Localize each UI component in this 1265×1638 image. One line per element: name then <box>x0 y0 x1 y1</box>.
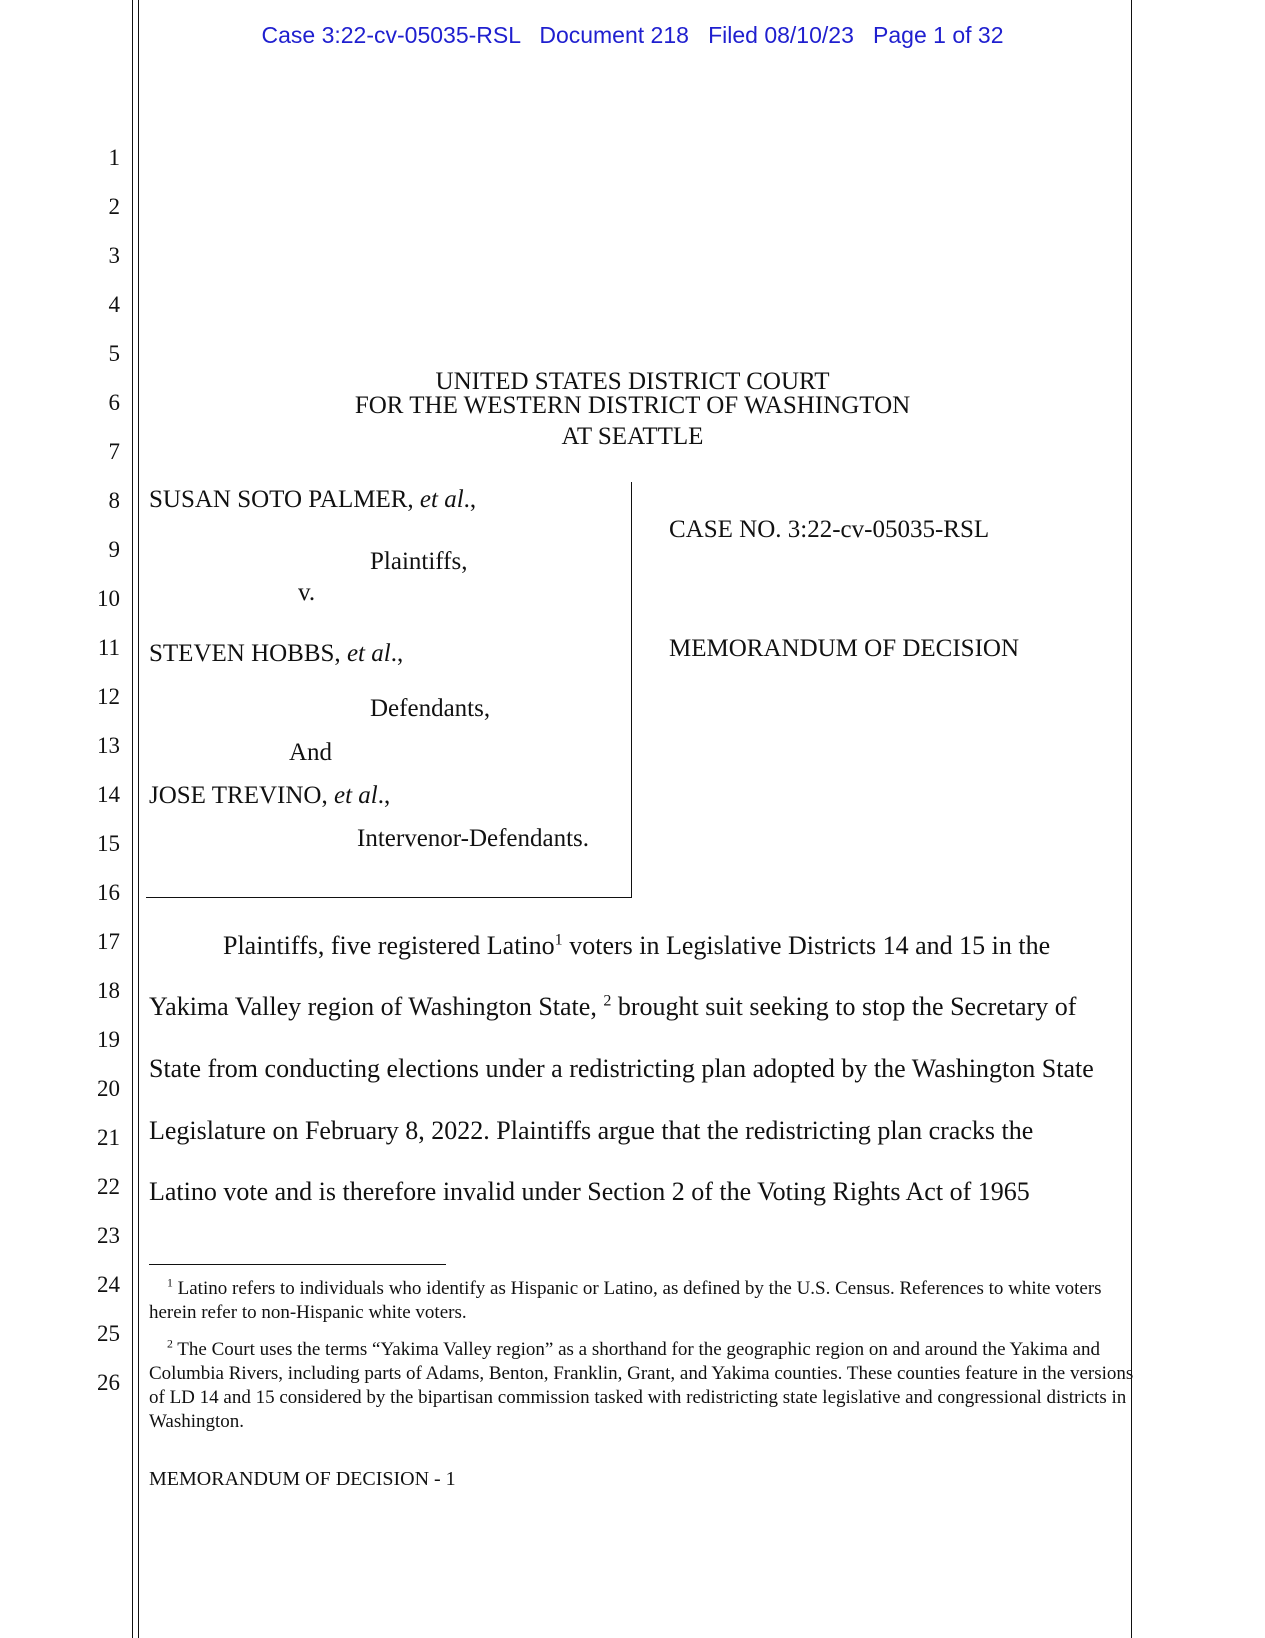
line-number: 26 <box>97 1370 120 1395</box>
intervenor-name: JOSE TREVINO, et al., <box>149 782 391 809</box>
header-filed: Filed 08/10/23 <box>708 22 854 48</box>
court-location: AT SEATTLE <box>561 423 704 450</box>
line-number: 3 <box>108 243 120 268</box>
ecf-header <box>0 22 1265 49</box>
line-number: 10 <box>97 586 120 611</box>
line-number: 9 <box>108 537 120 562</box>
defendants-label: Defendants, <box>370 695 491 722</box>
line-number: 8 <box>108 488 120 513</box>
line-number: 11 <box>97 635 120 660</box>
header-page: Page 1 of 32 <box>873 22 1004 48</box>
line-number: 23 <box>97 1223 120 1248</box>
plaintiff-name: SUSAN SOTO PALMER, et al., <box>149 486 477 513</box>
header-case: Case 3:22-cv-05035-RSL <box>261 22 521 48</box>
footnote-1: $^1$ Latino refers to individuals who identify as Hispanic or Latino, as defined by the U.S. Census. References to white voters herein refer to non-Hispanic white voters. <box>149 1276 1102 1323</box>
page-footer: MEMORANDUM OF DECISION - 1 <box>149 1468 456 1490</box>
line-number: 5 <box>108 341 120 366</box>
footnote-ref: 1 <box>554 931 563 949</box>
line-number: 14 <box>97 782 120 807</box>
line-number: 19 <box>97 1027 120 1052</box>
defendant-name: STEVEN HOBBS, et al., <box>149 640 404 667</box>
margin-rule-left-outer <box>132 0 133 1638</box>
footnote-2: $^2$ The Court uses the terms “Yakima Valley region” as a shorthand for the geographic region on and around the Yakima and Columbia Rivers, including parts of Adams, Benton, Franklin, Grant, and Yakima counties. These counties feature in the versions of LD 14 and 15 considered by the bipartisan commission tasked with redistricting state legislative and congressional districts in Washington. <box>149 1337 1134 1432</box>
court-name: UNITED STATES DISTRICT COURT <box>435 368 830 395</box>
body-line: Latino vote and is therefore invalid under Section 2 of the Voting Rights Act of 1965 <box>149 1177 1030 1206</box>
body-line: Plaintiffs, five registered Latino$^1$ voters in Legislative Districts 14 and 15 in the <box>223 931 1051 960</box>
line-number: 15 <box>97 831 120 856</box>
plaintiffs-label: Plaintiffs, <box>370 548 468 575</box>
case-number: CASE NO. 3:22-cv-05035-RSL <box>669 516 990 543</box>
line-number: 25 <box>97 1321 120 1346</box>
line-number: 4 <box>108 292 120 317</box>
document-title: MEMORANDUM OF DECISION <box>669 635 1020 662</box>
line-number: 7 <box>108 439 120 464</box>
intervenors-label: Intervenor-Defendants. <box>357 825 590 852</box>
body-line: State from conducting elections under a redistricting plan adopted by the Washington State <box>149 1054 1094 1083</box>
and-label: And <box>289 739 333 766</box>
line-number: 16 <box>97 880 120 905</box>
line-number: 20 <box>97 1076 120 1101</box>
line-number: 6 <box>108 390 120 415</box>
footnote-ref: 2 <box>603 992 612 1010</box>
body-line: Legislature on February 8, 2022. Plaintiffs argue that the redistricting plan cracks the <box>149 1116 1034 1145</box>
line-number: 1 <box>108 145 120 170</box>
line-number: 21 <box>97 1125 120 1150</box>
body-line: Yakima Valley region of Washington State, $^2$ brought suit seeking to stop the Secretary of <box>149 992 1077 1021</box>
line-number: 12 <box>97 684 120 709</box>
line-number: 24 <box>97 1272 120 1297</box>
margin-rule-left-inner <box>138 0 139 1638</box>
versus-label: v. <box>298 579 316 606</box>
court-district: FOR THE WESTERN DISTRICT OF WASHINGTON <box>354 392 911 419</box>
line-number: 18 <box>97 978 120 1003</box>
line-number: 2 <box>108 194 120 219</box>
header-document: Document 218 <box>539 22 689 48</box>
line-number: 22 <box>97 1174 120 1199</box>
line-number: 17 <box>97 929 120 954</box>
line-number: 13 <box>97 733 120 758</box>
footnote-divider <box>149 1264 446 1265</box>
